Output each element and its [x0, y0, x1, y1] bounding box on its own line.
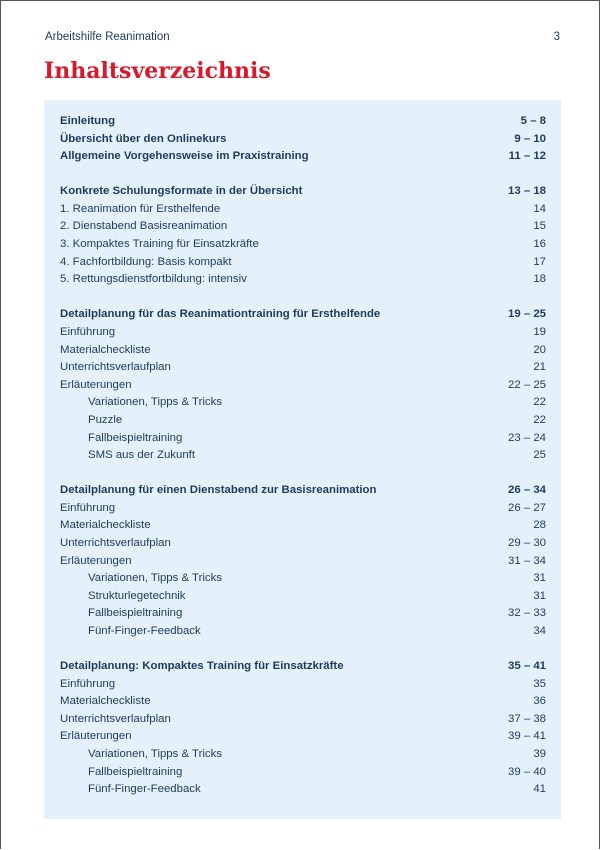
toc-entry-pages: 25 [533, 449, 546, 462]
toc-entry[interactable] [60, 676, 546, 694]
toc-entry-label: 2. Dienstabend Basisreanimation [60, 220, 228, 233]
toc-entry-pages: 5 – 8 [520, 115, 546, 127]
toc-entry[interactable] [60, 324, 546, 342]
toc-heading-entry[interactable] [60, 183, 546, 201]
toc-subentry[interactable] [60, 605, 546, 623]
toc-entry-pages: 37 – 38 [507, 712, 546, 725]
toc-section [60, 183, 546, 289]
toc-entry-pages: 13 – 18 [507, 185, 546, 198]
toc-subentry[interactable] [60, 447, 546, 465]
toc-subentry[interactable] [60, 623, 546, 641]
page-title: Inhaltsverzeichnis [44, 58, 271, 84]
toc-entry-pages: 19 – 25 [507, 308, 546, 321]
toc-entry-label: Allgemeine Vorgehensweise im Praxistraining [60, 150, 309, 163]
toc-entry-pages: 39 – 41 [507, 730, 546, 743]
toc-heading-entry[interactable] [60, 306, 546, 324]
table-of-contents [44, 100, 561, 819]
toc-entry-pages: 35 – 41 [507, 660, 546, 673]
toc-entry-label: Variationen, Tipps & Tricks [88, 396, 222, 409]
toc-section [60, 306, 546, 464]
toc-entry-label: Unterrichtsverlaufplan [60, 712, 171, 725]
toc-entry-pages: 32 – 33 [507, 607, 546, 620]
toc-entry-label: Einleitung [60, 115, 116, 127]
toc-entry-label: Fallbeispieltraining [88, 765, 183, 778]
toc-subentry[interactable] [60, 430, 546, 448]
toc-entry-pages: 41 [533, 783, 546, 796]
document-title: Arbeitshilfe Reanimation [45, 31, 170, 43]
toc-entry-label: Übersicht über den Onlinekurs [60, 132, 227, 145]
toc-entry-pages: 9 – 10 [514, 132, 546, 145]
toc-entry-label: Detailplanung für das Reanimationtraining für Ersthelfende [60, 308, 381, 321]
toc-entry[interactable] [60, 553, 546, 571]
toc-entry-label: SMS aus der Zukunft [88, 449, 195, 462]
toc-entry[interactable] [60, 728, 546, 746]
toc-entry-pages: 20 [533, 343, 546, 356]
toc-entry-label: Materialcheckliste [60, 695, 151, 708]
toc-entry-label: Materialcheckliste [60, 343, 151, 356]
toc-entry-label: Materialcheckliste [60, 519, 151, 532]
toc-entry-pages: 22 [533, 413, 546, 426]
toc-entry-pages: 21 [533, 361, 546, 374]
toc-entry-label: Einführung [60, 677, 116, 690]
toc-entry-label: Variationen, Tipps & Tricks [88, 748, 222, 760]
toc-entry-label: 4. Fachfortbildung: Basis kompakt [60, 255, 232, 268]
toc-entry-pages: 34 [533, 624, 546, 637]
toc-entry-pages: 19 [533, 325, 546, 338]
toc-entry-label: Unterrichtsverlaufplan [60, 361, 171, 374]
toc-entry-label: Detailplanung: Kompaktes Training für Einsatzkräfte [60, 660, 344, 673]
toc-entry[interactable] [60, 500, 546, 518]
toc-entry-label: Fünf-Finger-Feedback [88, 624, 201, 637]
toc-entry-label: Konkrete Schulungsformate in der Übersicht [60, 185, 303, 198]
toc-subentry[interactable] [60, 764, 546, 782]
toc-entry[interactable] [60, 271, 546, 289]
toc-subentry[interactable] [60, 412, 546, 430]
toc-entry-pages: 22 [533, 396, 546, 409]
toc-heading-entry[interactable] [60, 482, 546, 500]
toc-entry-pages: 26 – 34 [507, 484, 546, 497]
toc-entry-pages: 28 [533, 519, 546, 532]
toc-entry-label: Fünf-Finger-Feedback [88, 783, 201, 796]
toc-entry[interactable] [60, 254, 546, 272]
toc-entry-label: Puzzle [88, 413, 123, 426]
toc-entry-pages: 26 – 27 [507, 501, 546, 514]
toc-heading-entry[interactable] [60, 148, 546, 166]
toc-entry-pages: 23 – 24 [507, 431, 546, 444]
toc-entry[interactable] [60, 342, 546, 360]
toc-subentry[interactable] [60, 394, 546, 412]
toc-entry-pages: 15 [533, 220, 546, 233]
toc-entry-label: Unterrichtsverlaufplan [60, 536, 171, 549]
toc-entry-label: Einführung [60, 501, 116, 514]
toc-entry-label: Detailplanung für einen Dienstabend zur Basisreanimation [60, 484, 377, 497]
toc-entry-pages: 16 [533, 238, 546, 251]
toc-entry-label: Fallbeispieltraining [88, 607, 183, 620]
toc-heading-entry[interactable] [60, 113, 546, 131]
toc-entry-label: Erläuterungen [60, 554, 132, 567]
toc-entry-pages: 36 [533, 695, 546, 708]
toc-entry-label: Erläuterungen [60, 730, 132, 743]
toc-entry-pages: 39 – 40 [507, 765, 546, 778]
toc-entry[interactable] [60, 377, 546, 395]
toc-entry-label: Fallbeispieltraining [88, 431, 183, 444]
toc-entry-label: Variationen, Tipps & Tricks [88, 572, 222, 585]
toc-entry-label: Erläuterungen [60, 378, 132, 391]
toc-entry-pages: 39 [533, 748, 546, 760]
toc-entry-pages: 31 – 34 [507, 554, 546, 567]
toc-subentry[interactable] [60, 746, 546, 764]
toc-section [60, 658, 546, 799]
toc-entry-label: 3. Kompaktes Training für Einsatzkräfte [60, 238, 259, 251]
toc-entry-pages: 31 [533, 572, 546, 585]
toc-entry[interactable] [60, 236, 546, 254]
toc-entry[interactable] [60, 517, 546, 535]
toc-entry[interactable] [60, 535, 546, 553]
toc-section [60, 482, 546, 640]
toc-subentry[interactable] [60, 781, 546, 799]
toc-section [60, 113, 546, 166]
toc-entry[interactable] [60, 693, 546, 711]
toc-subentry[interactable] [60, 588, 546, 606]
toc-entry-pages: 22 – 25 [507, 378, 546, 391]
toc-entry[interactable] [60, 218, 546, 236]
toc-entry-pages: 31 [533, 589, 546, 602]
toc-entry-pages: 11 – 12 [508, 150, 546, 163]
toc-entry[interactable] [60, 359, 546, 377]
toc-subentry[interactable] [60, 570, 546, 588]
page-number: 3 [553, 31, 560, 43]
toc-entry[interactable] [60, 711, 546, 729]
toc-entry-label: 1. Reanimation für Ersthelfende [60, 202, 221, 215]
toc-entry-pages: 29 – 30 [507, 536, 546, 549]
toc-entry-label: Einführung [60, 325, 116, 338]
page-header [45, 31, 560, 43]
toc-entry-pages: 17 [533, 255, 546, 268]
toc-heading-entry[interactable] [60, 658, 546, 676]
toc-entry-label: Strukturlegetechnik [88, 589, 186, 602]
toc-entry-label: 5. Rettungsdienstfortbildung: intensiv [60, 273, 247, 286]
toc-entry-pages: 14 [533, 202, 546, 215]
toc-heading-entry[interactable] [60, 131, 546, 149]
toc-entry-pages: 18 [533, 273, 546, 286]
toc-entry-pages: 35 [533, 677, 546, 690]
toc-entry[interactable] [60, 201, 546, 219]
